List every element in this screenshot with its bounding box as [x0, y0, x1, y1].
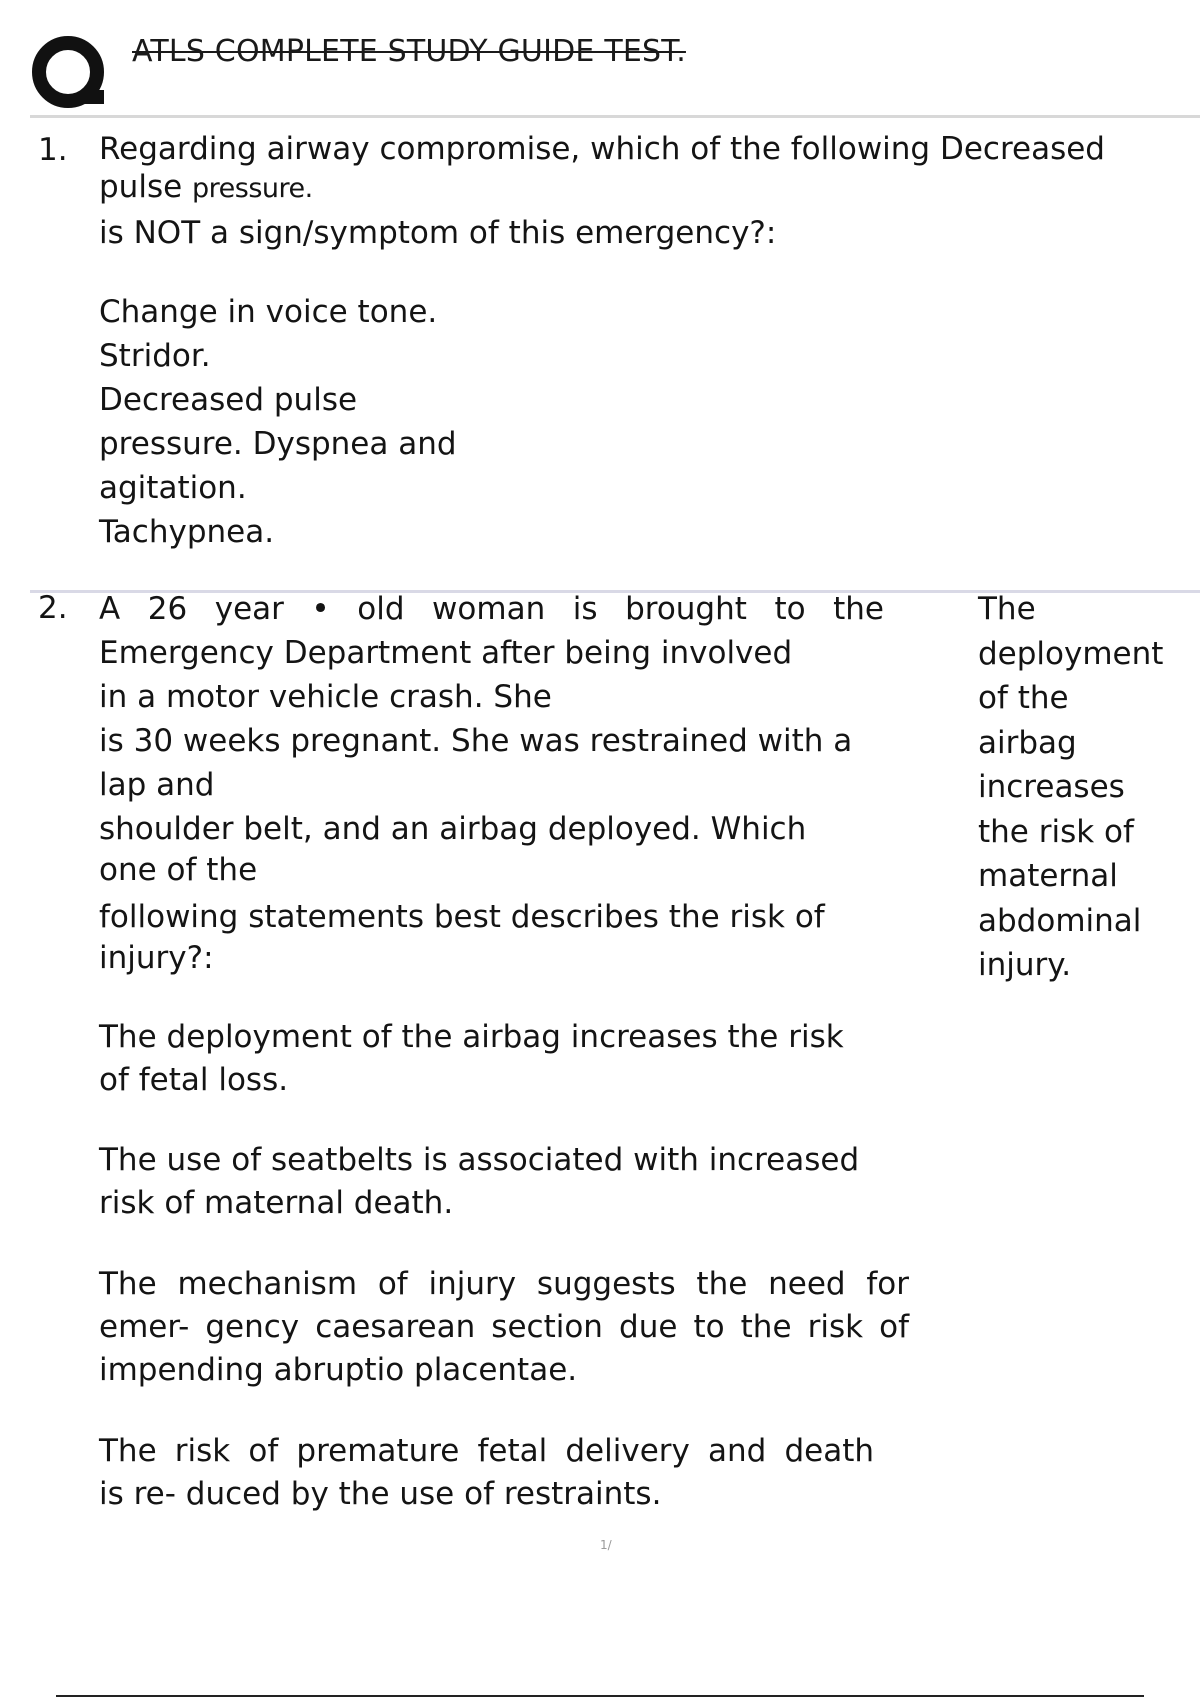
question-2-stem-line: following statements best describes the risk of [99, 899, 825, 935]
question-2-option-line: of fetal loss. [99, 1062, 289, 1098]
question-1-stem-line: is NOT a sign/symptom of this emergency?: [99, 215, 777, 251]
question-2-number: 2. [38, 590, 68, 626]
question-2-stem [99, 587, 884, 977]
question-2-answer-line: injury. [978, 947, 1072, 983]
question-2-answer-line: of the [978, 680, 1069, 716]
question-1-stem-word: pulse [99, 169, 183, 205]
question-1-number: 1. [38, 132, 68, 168]
question-2-answer-line: abdominal [978, 902, 1142, 939]
question-2-answer-line: airbag [978, 724, 1077, 761]
question-2-stem-line: in a motor vehicle crash. She [99, 679, 552, 715]
header-divider [30, 115, 1200, 118]
question-2-option-line: The risk of premature fetal delivery and death [99, 1433, 874, 1469]
question-1-option-line: pressure. Dyspnea and [99, 426, 457, 462]
question-2-stem-line: A 26 year • old woman is brought to the [99, 591, 884, 627]
question-2-stem-line: injury?: [99, 940, 214, 976]
question-2-answer-line: The [978, 591, 1036, 627]
document-title: ATLS COMPLETE STUDY GUIDE TEST. [132, 34, 686, 69]
question-2-option-a [99, 1016, 909, 1102]
question-1-stem-word-small: pressure. [192, 173, 313, 204]
question-1-option-line: Change in voice tone. [99, 294, 438, 330]
question-2-option-line: emer- gency caesarean section due to the risk of [99, 1309, 909, 1345]
question-1-option-line: Tachypnea. [99, 514, 275, 550]
question-2-stem-line: one of the [99, 852, 258, 888]
question-1-options [99, 290, 659, 554]
question-2-option-line: The deployment of the airbag increases the risk [99, 1019, 844, 1055]
page-number: 1/ [600, 1538, 612, 1552]
footer-rule [56, 1695, 1144, 1697]
question-2-option-line: The mechanism of injury suggests the need for [99, 1266, 909, 1302]
question-2-option-d [99, 1430, 874, 1516]
question-2-answer-line: maternal [978, 858, 1118, 894]
question-1-option-line: Stridor. [99, 338, 211, 374]
question-2-option-line: risk of maternal death. [99, 1185, 454, 1221]
question-2-stem-line: is 30 weeks pregnant. She was restrained with a [99, 723, 853, 759]
question-1-stem [99, 130, 1159, 252]
question-2-option-c [99, 1263, 909, 1392]
question-1-option-line: agitation. [99, 470, 247, 506]
question-2-answer-line: the risk of [978, 813, 1134, 850]
question-2-answer [978, 587, 1178, 988]
question-2-stem-line: Emergency Department after being involved [99, 635, 793, 671]
question-2-option-line: is re- duced by the use of restraints. [99, 1476, 662, 1512]
question-2-answer-line: increases [978, 769, 1125, 805]
question-1-stem-line: Regarding airway compromise, which of the following Decreased [99, 131, 1105, 167]
question-2-option-b [99, 1139, 909, 1225]
question-1-stem-line [99, 168, 1159, 208]
question-2-option-line: impending abruptio placentae. [99, 1352, 578, 1388]
question-2-option-line: The use of seatbelts is associated with increased [99, 1142, 860, 1178]
question-1-option-line: Decreased pulse [99, 382, 358, 418]
question-2-stem-line: shoulder belt, and an airbag deployed. Which [99, 811, 807, 847]
question-2-stem-line: lap and [99, 767, 215, 803]
q-logo-icon [30, 32, 110, 112]
question-2-answer-line: deployment [978, 635, 1164, 672]
